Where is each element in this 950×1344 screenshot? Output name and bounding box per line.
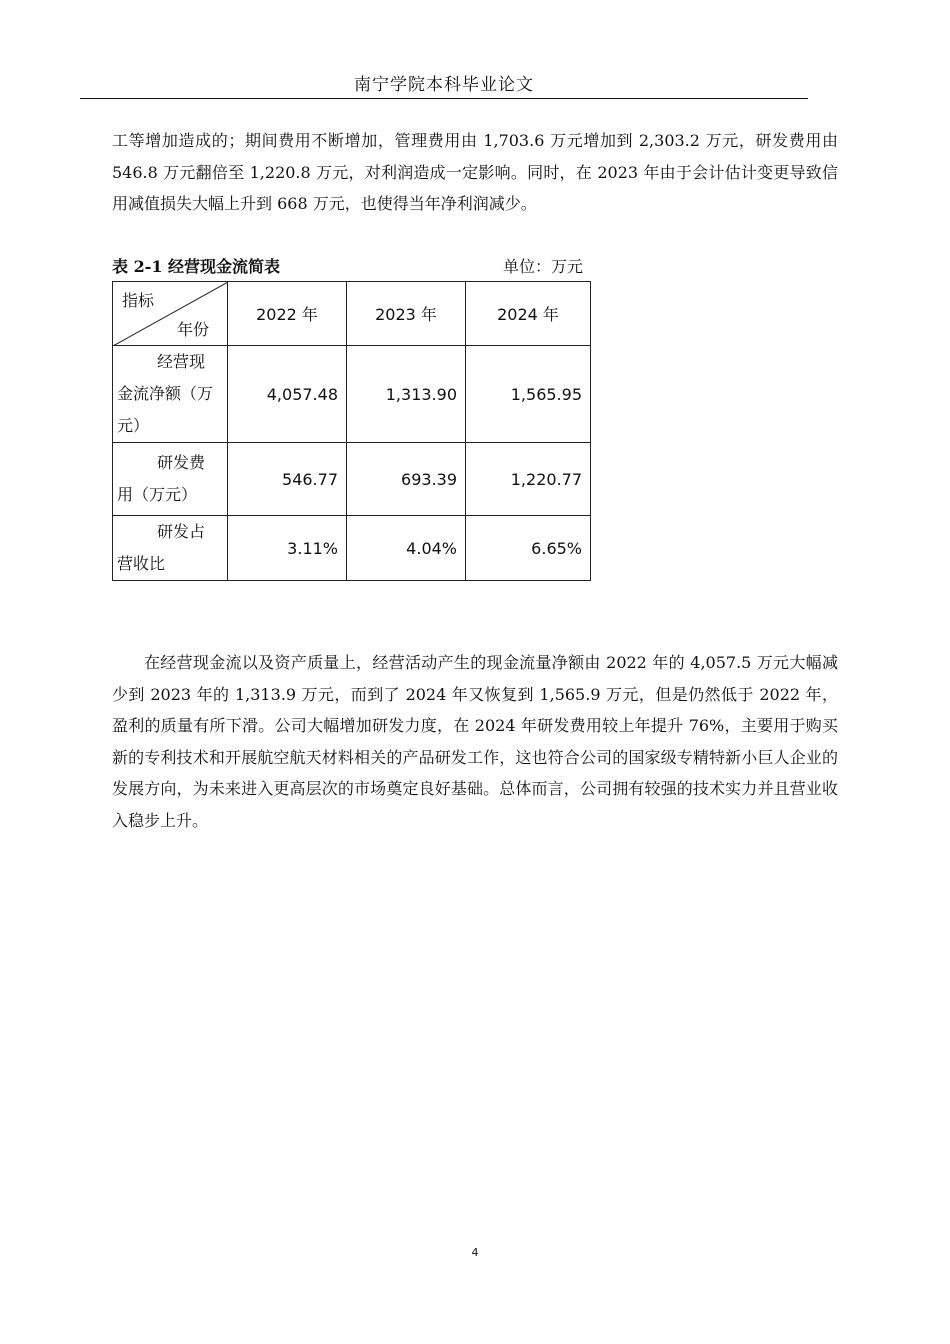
- running-header: 南宁学院本科毕业论文: [354, 75, 534, 95]
- table-cell: 1,313.90: [347, 346, 466, 443]
- page-number: 4: [471, 1246, 479, 1259]
- corner-label-indicator: 指标: [122, 291, 155, 310]
- row-label-line: 营收比: [117, 554, 166, 573]
- row-label-line: 金流净额（万: [117, 384, 214, 403]
- table-cell: 4.04%: [347, 516, 466, 581]
- table-row: [113, 516, 591, 581]
- column-header: 2024 年: [466, 282, 591, 346]
- table-cell: 1,220.77: [466, 443, 591, 516]
- table-row: [113, 443, 591, 516]
- row-label: [113, 443, 228, 516]
- row-label-line: 研发费: [157, 453, 206, 472]
- paragraph-2: 在经营现金流以及资产质量上，经营活动产生的现金流量净额由 2022 年的 4,057.5 万元大幅减少到 2023 年的 1,313.9 万元，而到了 2024 年又恢复到 1,565.9 万元，但是仍然低于 2022 年，盈利的质量有所下滑。公司大幅增加研发力度，在 2024 年研发费用较上年提升 76%，主要用于购买新的专利技术和开展航空航天材料相关的产品研发工作，这也符合公司的国家级专精特新小巨人企业的发展方向，为未来进入更高层次的市场奠定良好基础。总体而言，公司拥有较强的技术实力并且营业收入稳步上升。: [112, 653, 838, 830]
- row-label: [113, 346, 228, 443]
- table-row: [113, 346, 591, 443]
- row-label-line: 用（万元）: [117, 485, 198, 504]
- column-header: 2023 年: [347, 282, 466, 346]
- table-title: 表 2-1 经营现金流简表: [112, 257, 281, 276]
- table-cell: 4,057.48: [228, 346, 347, 443]
- cash-flow-table: [112, 281, 591, 581]
- row-label-line: 元）: [117, 416, 150, 435]
- row-label-line: 经营现: [157, 352, 206, 371]
- table-header-row: [113, 282, 591, 346]
- column-header: 2022 年: [228, 282, 347, 346]
- diagonal-header-cell: [113, 282, 228, 346]
- row-label: [113, 516, 228, 581]
- table-cell: 6.65%: [466, 516, 591, 581]
- table-cell: 1,565.95: [466, 346, 591, 443]
- table-cell: 546.77: [228, 443, 347, 516]
- row-label-line: 研发占: [157, 522, 206, 541]
- table-cell: 3.11%: [228, 516, 347, 581]
- paragraph-1: 工等增加造成的；期间费用不断增加，管理费用由 1,703.6 万元增加到 2,303.2 万元，研发费用由 546.8 万元翻倍至 1,220.8 万元，对利润造成一定影响。同时，在 2023 年由于会计估计变更导致信用减值损失大幅上升到 668 万元，也使得当年净利润减少。: [112, 131, 838, 213]
- corner-label-year: 年份: [177, 320, 210, 339]
- table-caption: [112, 254, 590, 280]
- header-rule: [80, 98, 808, 99]
- table-unit: 单位：万元: [502, 257, 583, 276]
- table-cell: 693.39: [347, 443, 466, 516]
